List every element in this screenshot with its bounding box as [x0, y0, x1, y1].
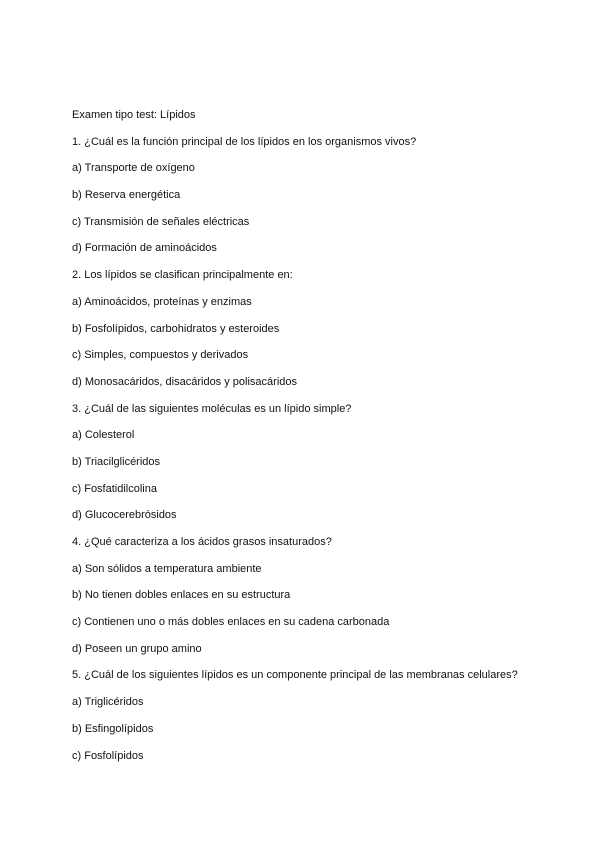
question-1-option-d: d) Formación de aminoácidos	[72, 242, 217, 255]
question-4-option-b: b) No tienen dobles enlaces en su estructura	[72, 589, 291, 602]
question-1-option-c: c) Transmisión de señales eléctricas	[72, 215, 250, 228]
question-1: 1. ¿Cuál es la función principal de los lípidos en los organismos vivos?	[72, 135, 417, 148]
question-2-option-d: d) Monosacáridos, disacáridos y polisacáridos	[72, 375, 297, 388]
question-1-option-b: b) Reserva energética	[72, 189, 181, 202]
question-4: 4. ¿Qué caracteriza a los ácidos grasos insaturados?	[72, 536, 332, 548]
question-2-option-a: a) Aminoácidos, proteínas y enzimas	[72, 295, 252, 308]
question-4-option-c: c) Contienen uno o más dobles enlaces en su cadena carbonada	[72, 616, 390, 629]
question-4-option-d: d) Poseen un grupo amino	[72, 642, 202, 655]
question-5: 5. ¿Cuál de los siguientes lípidos es un componente principal de las membranas celulares?	[72, 669, 518, 682]
question-4-option-a: a) Son sólidos a temperatura ambiente	[72, 562, 262, 575]
question-3-option-b: b) Triacilglicéridos	[72, 455, 161, 468]
question-5-option-b: b) Esfingolípidos	[72, 722, 154, 735]
question-2: 2. Los lípidos se clasifican principalmente en:	[72, 269, 293, 282]
question-5-option-c: c) Fosfolípidos	[72, 749, 144, 762]
question-3-option-c: c) Fosfatidilcolina	[72, 482, 157, 495]
question-2-option-c: c) Simples, compuestos y derivados	[72, 349, 249, 362]
question-3-option-a: a) Colesterol	[72, 429, 135, 442]
question-3: 3. ¿Cuál de las siguientes moléculas es un lípido simple?	[72, 402, 352, 415]
document-body	[72, 109, 552, 776]
question-1-option-a: a) Transporte de oxígeno	[72, 162, 195, 175]
question-3-option-d: d) Glucocerebrósidos	[72, 509, 177, 522]
question-5-option-a: a) Triglicéridos	[72, 696, 144, 709]
question-2-option-b: b) Fosfolípidos, carbohidratos y esteroides	[72, 322, 280, 335]
document-title: Examen tipo test: Lípidos	[72, 109, 196, 121]
